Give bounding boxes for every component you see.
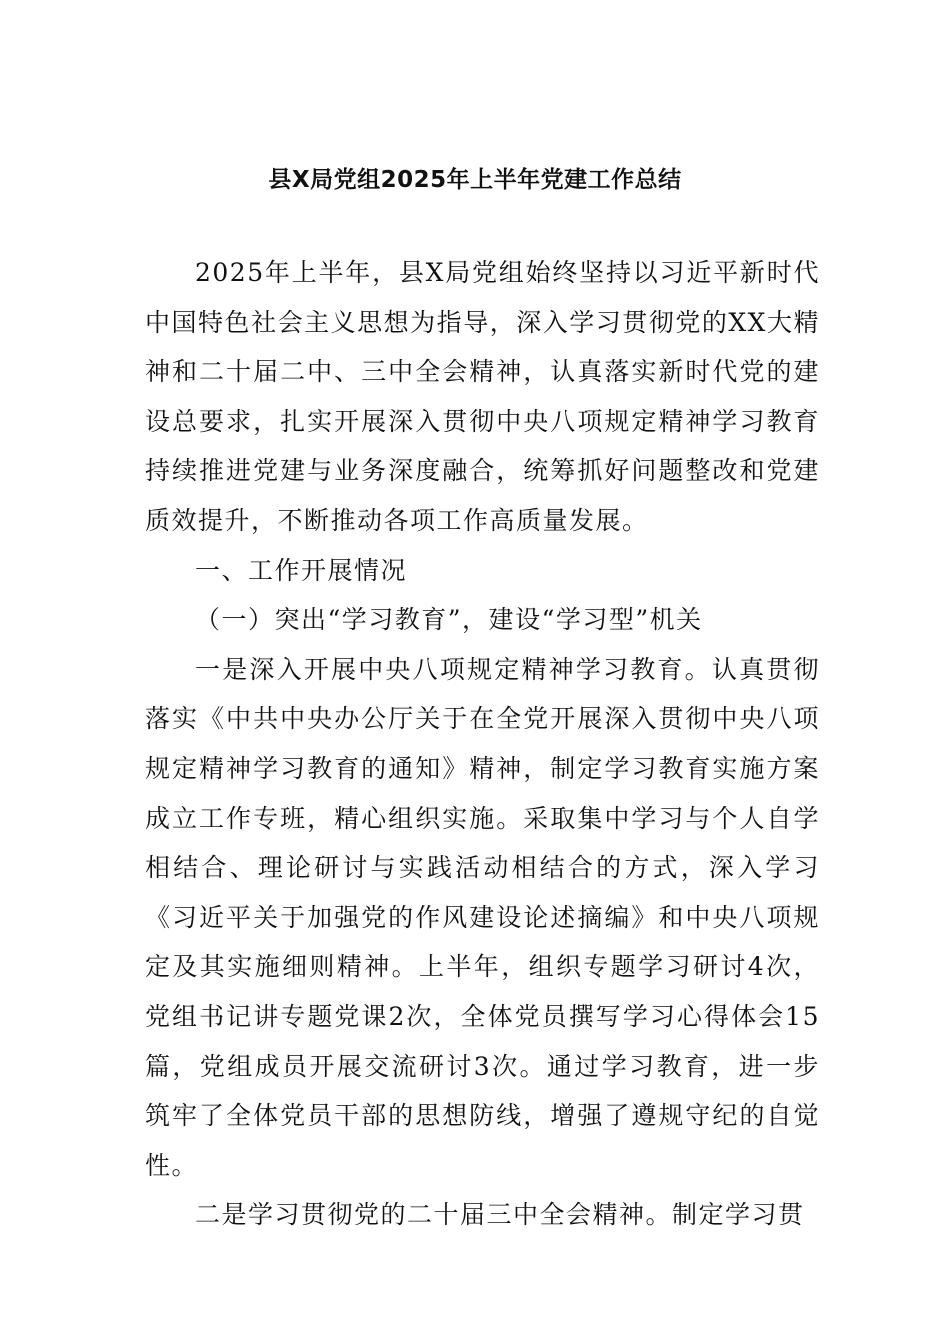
body-paragraph-1: 一是深入开展中央八项规定精神学习教育。认真贯彻落实《中共中央办公厅关于在全党开展深入贯彻中央八项规定精神学习教育的通知》精神，制定学习教育实施方案成立工作专班，精心组织实施。采取集中学习与个人自学相结合、理论研讨与实践活动相结合的方式，深入学习《习近平关于加强党的作风建设论述摘编》和中央八项规定及其实施细则精神。上半年，组织专题学习研讨4次，党组书记讲专题党课2次，全体党员撰写学习心得体会15篇，党组成员开展交流研讨3次。通过学习教育，进一步筑牢了全体党员干部的思想防线，增强了遵规守纪的自觉性。 bbox=[145, 654, 820, 1180]
document-title: 县X局党组2025年上半年党建工作总结 bbox=[268, 167, 682, 193]
body-paragraph-2: 二是学习贯彻党的二十届三中全会精神。制定学习贯 bbox=[195, 1200, 805, 1230]
section-heading-1: 一、工作开展情况 bbox=[195, 555, 408, 585]
intro-paragraph: 2025年上半年，县X局党组始终坚持以习近平新时代中国特色社会主义思想为指导，深入学习贯彻党的XX大精神和二十届二中、三中全会精神，认真落实新时代党的建设总要求，扎实开展深入贯彻中央八项规定精神学习教育持续推进党建与业务深度融合，统筹抓好问题整改和党建质效提升，不断推动各项工作高质量发展。 bbox=[145, 258, 820, 535]
document-body bbox=[145, 248, 820, 1240]
subsection-heading-1: （一）突出“学习教育”，建设“学习型”机关 bbox=[195, 605, 703, 635]
